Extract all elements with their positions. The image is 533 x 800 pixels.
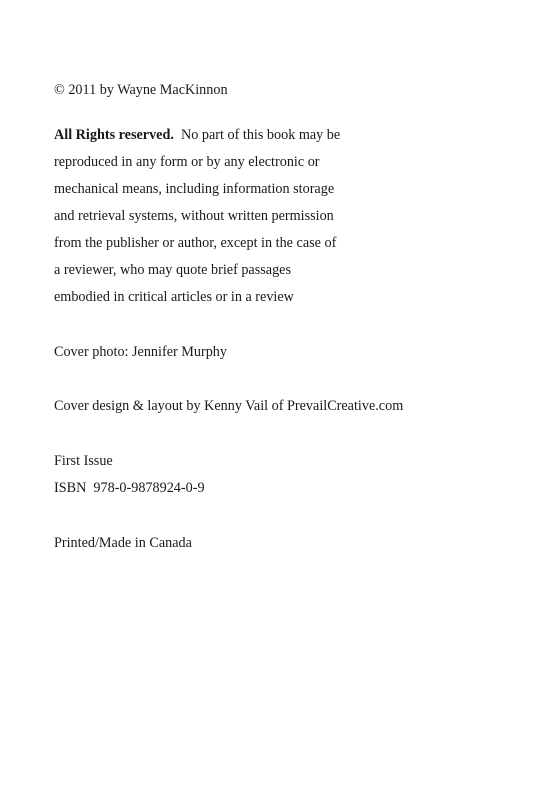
rights-first-line bbox=[54, 126, 340, 144]
isbn-line: ISBN 978-0-9878924-0-9 bbox=[54, 480, 205, 496]
rights-text-line: mechanical means, including information storage bbox=[54, 181, 335, 197]
printed-line: Printed/Made in Canada bbox=[54, 535, 192, 551]
issue-line: First Issue bbox=[54, 453, 113, 469]
rights-heading: All Rights reserved. bbox=[54, 127, 174, 143]
cover-photo-credit: Cover photo: Jennifer Murphy bbox=[54, 344, 227, 360]
rights-text-line: a reviewer, who may quote brief passages bbox=[54, 262, 291, 278]
rights-text-line: and retrieval systems, without written permission bbox=[54, 208, 334, 224]
rights-text-line: from the publisher or author, except in the case of bbox=[54, 235, 337, 251]
cover-design-credit: Cover design & layout by Kenny Vail of PrevailCreative.com bbox=[54, 398, 404, 414]
copyright-line: © 2011 by Wayne MacKinnon bbox=[54, 82, 228, 98]
rights-text-line: No part of this book may be bbox=[181, 127, 341, 143]
rights-text-line: embodied in critical articles or in a review bbox=[54, 289, 294, 305]
rights-text-line: reproduced in any form or by any electronic or bbox=[54, 154, 320, 170]
